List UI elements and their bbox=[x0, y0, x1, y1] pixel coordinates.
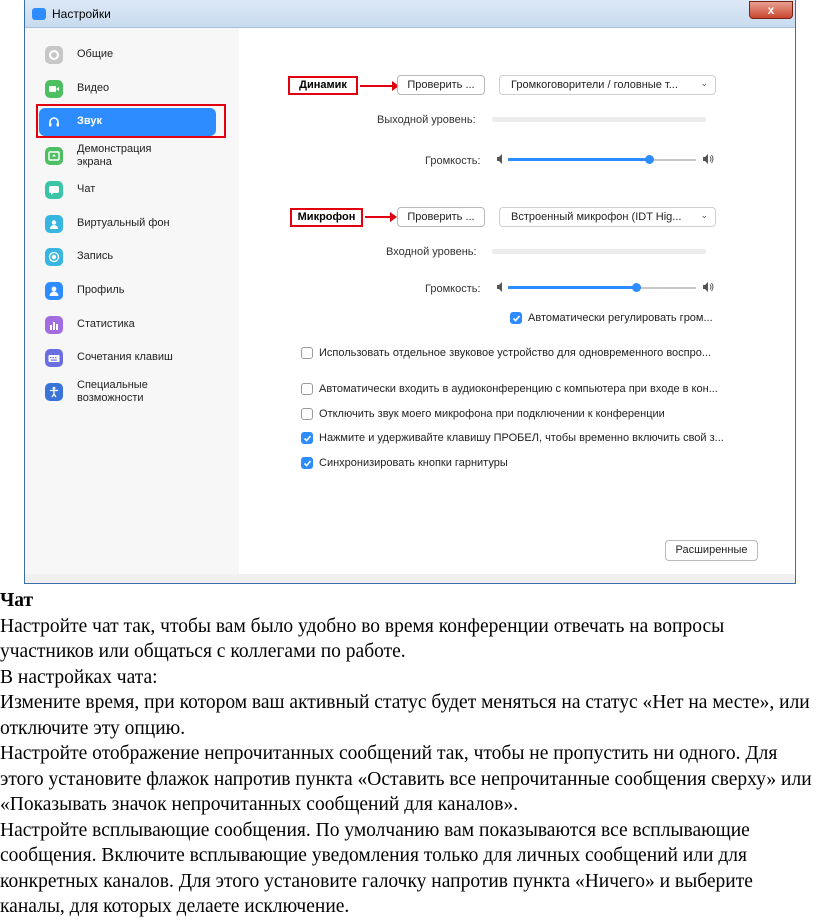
audio-settings-panel bbox=[239, 28, 795, 574]
speaker-volume-slider[interactable] bbox=[496, 150, 716, 170]
advanced-button[interactable]: Расширенные bbox=[665, 540, 758, 561]
speaker-arrow bbox=[360, 85, 393, 87]
sidebar-item-chat[interactable] bbox=[39, 176, 216, 204]
checkmark-icon bbox=[512, 314, 521, 323]
volume-high-icon bbox=[702, 153, 715, 165]
checkbox-box bbox=[510, 312, 522, 324]
gear-icon bbox=[45, 46, 63, 64]
option-label: Автоматически входить в аудиоконференцию с компьютера при входе в кон... bbox=[319, 383, 718, 395]
slider-thumb[interactable] bbox=[632, 283, 641, 292]
sidebar-item-gear[interactable] bbox=[39, 41, 216, 69]
accessibility-icon bbox=[45, 383, 63, 401]
sidebar-item-label: Специальные возможности bbox=[77, 379, 148, 404]
sidebar-item-label: Запись bbox=[77, 250, 114, 262]
speaker-volume-label: Громкость: bbox=[425, 155, 481, 167]
sidebar-item-label: Демонстрация экрана bbox=[77, 143, 152, 168]
sidebar-item-label: Сочетания клавиш bbox=[77, 351, 173, 363]
article-paragraph: Измените время, при котором ваш активный статус будет меняться на статус «Нет на месте», или отключите эту опцию. bbox=[0, 692, 810, 739]
sidebar-item-accessibility[interactable] bbox=[39, 378, 216, 406]
auto-adjust-volume-checkbox[interactable] bbox=[510, 311, 760, 327]
sidebar-item-label: Видео bbox=[77, 82, 110, 94]
microphone-device-select[interactable] bbox=[499, 207, 716, 227]
checkbox-box bbox=[301, 457, 313, 469]
microphone-heading: Микрофон bbox=[290, 208, 363, 227]
microphone-volume-slider[interactable] bbox=[496, 278, 716, 298]
slider-fill bbox=[508, 286, 636, 289]
volume-low-icon bbox=[496, 153, 506, 165]
sidebar-item-label: Виртуальный фон bbox=[77, 217, 170, 229]
option-label: Синхронизировать кнопки гарнитуры bbox=[319, 457, 508, 469]
chevron-down-icon: ⌄ bbox=[700, 210, 708, 220]
chevron-down-icon: ⌄ bbox=[700, 78, 708, 88]
option-checkbox[interactable] bbox=[301, 456, 741, 472]
option-label: Отключить звук моего микрофона при подключении к конференции bbox=[319, 408, 665, 420]
video-icon bbox=[45, 80, 63, 98]
slider-thumb[interactable] bbox=[645, 155, 654, 164]
profile-icon bbox=[45, 282, 63, 300]
option-checkbox[interactable] bbox=[301, 407, 741, 423]
checkmark-icon bbox=[303, 434, 312, 443]
sidebar-item-label: Чат bbox=[77, 183, 96, 195]
speaker-heading: Динамик bbox=[288, 76, 358, 95]
sidebar-item-label: Профиль bbox=[77, 284, 125, 296]
speaker-test-button[interactable]: Проверить ... bbox=[397, 75, 485, 95]
window-bottom-strip bbox=[25, 574, 795, 583]
output-level-label: Выходной уровень: bbox=[377, 114, 476, 126]
article-heading: Чат bbox=[0, 590, 34, 611]
output-level-meter bbox=[492, 117, 706, 122]
volume-low-icon bbox=[496, 281, 506, 293]
sidebar-item-keyboard[interactable] bbox=[39, 344, 216, 372]
sidebar-item-video[interactable] bbox=[39, 75, 216, 103]
checkbox-box bbox=[301, 432, 313, 444]
article-paragraph: Настройте всплывающие сообщения. По умолчанию вам показываются все всплывающие сообщения. Включите всплывающие уведомления только для личных сообщений или для конкретных каналов. Для этого установите галочку напротив пункта «Ничего» и выберите каналы, для которых делаете исключение. bbox=[0, 819, 753, 917]
article-paragraph: Настройте отображение непрочитанных сообщений так, чтобы не пропустить ни одного. Для этого установите флажок напротив пункта «Оставить все непрочитанные сообщения сверху» или «Показывать значок непрочитанных сообщений для каналов». bbox=[0, 743, 812, 815]
option-checkbox[interactable] bbox=[301, 346, 741, 362]
keyboard-icon bbox=[45, 349, 63, 367]
sound-item-highlight bbox=[36, 104, 226, 138]
article-paragraph: Настройте чат так, чтобы вам было удобно во время конференции отвечать на вопросы участников или общаться с коллегами по работе. bbox=[0, 615, 725, 662]
input-level-label: Входной уровень: bbox=[386, 246, 477, 258]
volume-high-icon bbox=[702, 281, 715, 293]
checkbox-box bbox=[301, 408, 313, 420]
settings-window bbox=[24, 0, 796, 584]
speaker-device-select[interactable] bbox=[499, 75, 716, 95]
option-label: Нажмите и удерживайте клавишу ПРОБЕЛ, чтобы временно включить свой з... bbox=[319, 432, 724, 444]
title-bar bbox=[25, 0, 795, 28]
option-label: Использовать отдельное звуковое устройство для одновременного воспро... bbox=[319, 347, 712, 359]
sidebar-item-share-screen[interactable] bbox=[39, 142, 216, 170]
article bbox=[0, 588, 816, 920]
microphone-volume-label: Громкость: bbox=[425, 283, 481, 295]
speaker-device-value: Громкоговорители / головные т... bbox=[511, 79, 678, 91]
checkmark-icon bbox=[303, 459, 312, 468]
input-level-meter bbox=[492, 249, 706, 254]
sidebar-item-label: Статистика bbox=[77, 318, 135, 330]
article-paragraph: В настройках чата: bbox=[0, 666, 158, 688]
sidebar-item-virtual-background[interactable] bbox=[39, 210, 216, 238]
sidebar-item-profile[interactable] bbox=[39, 277, 216, 305]
microphone-device-value: Встроенный микрофон (IDT Hig... bbox=[511, 211, 682, 223]
microphone-test-button[interactable]: Проверить ... bbox=[397, 207, 485, 227]
zoom-app-icon bbox=[32, 8, 46, 20]
slider-fill bbox=[508, 158, 649, 161]
checkbox-box bbox=[301, 383, 313, 395]
sidebar-item-statistics[interactable] bbox=[39, 311, 216, 339]
chat-icon bbox=[45, 181, 63, 199]
statistics-icon bbox=[45, 316, 63, 334]
auto-adjust-volume-label: Автоматически регулировать гром... bbox=[528, 312, 713, 324]
share-screen-icon bbox=[45, 147, 63, 165]
microphone-arrow bbox=[365, 216, 391, 218]
option-checkbox[interactable] bbox=[301, 431, 741, 447]
virtual-background-icon bbox=[45, 215, 63, 233]
option-checkbox[interactable] bbox=[301, 382, 741, 398]
record-icon bbox=[45, 248, 63, 266]
sidebar-item-record[interactable] bbox=[39, 243, 216, 271]
checkbox-box bbox=[301, 347, 313, 359]
window-title: Настройки bbox=[52, 7, 111, 21]
close-button[interactable]: x bbox=[749, 1, 793, 19]
sidebar-item-label: Звук bbox=[77, 115, 103, 127]
sidebar-item-label: Общие bbox=[77, 48, 114, 60]
